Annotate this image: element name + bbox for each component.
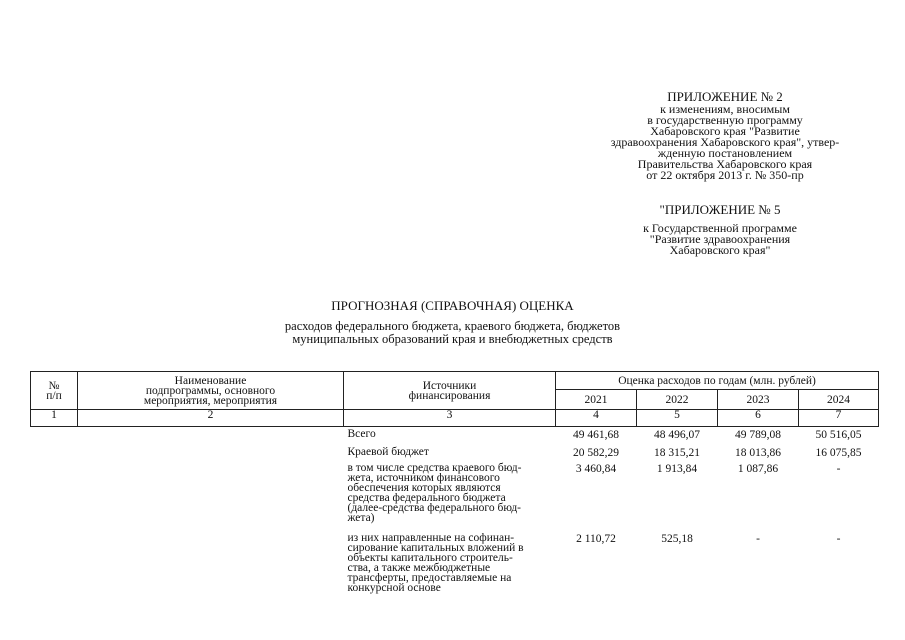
column-number: 3: [344, 410, 556, 427]
value-cell: -: [836, 462, 841, 475]
value-cell: 2 110,72: [576, 532, 616, 545]
value-cell: 50 516,05: [815, 429, 862, 441]
appendix-5-title: "ПРИЛОЖЕНИЕ № 5: [659, 202, 781, 217]
value-cell: -: [836, 532, 841, 545]
value-cell: 48 496,07: [654, 429, 700, 441]
header-year: 2021: [556, 390, 637, 410]
subtitle-line: муниципальных образований края и внебюджетных средств: [292, 332, 613, 346]
appendix-2-line: Правительства Хабаровского края: [637, 157, 813, 171]
value-cell: 49 789,08: [735, 429, 781, 441]
column-number: 7: [799, 410, 879, 427]
appendix-5-line: Хабаровского края": [669, 243, 771, 257]
header-year: 2022: [637, 390, 718, 410]
subtitle-line: расходов федерального бюджета, краевого бюджета, бюджетов: [284, 319, 621, 333]
header-source: Источники финансирования: [344, 372, 556, 410]
appendix-2-title: ПРИЛОЖЕНИЕ № 2: [667, 89, 783, 104]
header-number: № п/п: [31, 372, 78, 410]
source-cell: в том числе средства краевого бюд- жета, источником финансового обеспечения которых являются средства федерального бюджета (далее-средства федерального бюд- жета): [347, 461, 522, 524]
value-cell: 1 087,86: [737, 462, 779, 475]
source-cell: из них направленные на софинан- сирование капитальных вложений в объекты капитального строитель- ства, а также межбюджетные трансферты, предоставляемые на конкурсной основе: [347, 531, 524, 594]
value-cell: 20 582,29: [573, 446, 619, 459]
value-cell: 525,18: [661, 532, 693, 545]
value-cell: -: [756, 532, 760, 545]
value-cell: 1 913,84: [656, 462, 698, 475]
appendix-5-line: "Развитие здравоохранения: [649, 232, 791, 246]
appendix-2-line: от 22 октября 2013 г. № 350-пр: [646, 168, 804, 182]
table-row: [31, 531, 879, 595]
appendix-2-line: Хабаровского края "Развитие: [650, 124, 800, 138]
column-number: 5: [637, 410, 718, 427]
value-cell: 49 461,68: [573, 429, 619, 441]
table-row: [31, 461, 879, 531]
source-cell: Всего: [347, 428, 376, 440]
header-estimate: Оценка расходов по годам (млн. рублей): [556, 372, 879, 390]
document-title: ПРОГНОЗНАЯ (СПРАВОЧНАЯ) ОЦЕНКА: [331, 298, 574, 313]
appendix-5-line: к Государственной программе: [643, 221, 797, 235]
header-year: 2023: [718, 390, 799, 410]
table-row: [31, 445, 879, 461]
column-number: 1: [31, 410, 78, 427]
column-number: 6: [718, 410, 799, 427]
header-year: 2024: [799, 390, 879, 410]
header-name: Наименование подпрограммы, основного мероприятия, мероприятия: [78, 372, 344, 410]
table-row: [31, 427, 879, 445]
value-cell: 18 315,21: [654, 446, 700, 459]
source-cell: Краевой бюджет: [347, 445, 429, 458]
appendix-2-line: здравоохранения Хабаровского края", утвер-: [610, 135, 840, 149]
column-number: 4: [556, 410, 637, 427]
value-cell: 16 075,85: [815, 446, 862, 459]
appendix-2-line: к изменениям, вносимым: [660, 102, 790, 116]
appendix-2-block: [560, 90, 890, 181]
column-number: 2: [78, 410, 344, 427]
value-cell: 3 460,84: [575, 462, 617, 475]
appendix-2-line: жденную постановлением: [657, 146, 793, 160]
value-cell: 18 013,86: [735, 446, 781, 459]
appendix-2-line: в государственную программу: [647, 113, 803, 127]
appendix-5-block: [600, 203, 840, 256]
document-subtitle: [200, 320, 705, 346]
estimate-table: [30, 371, 879, 595]
